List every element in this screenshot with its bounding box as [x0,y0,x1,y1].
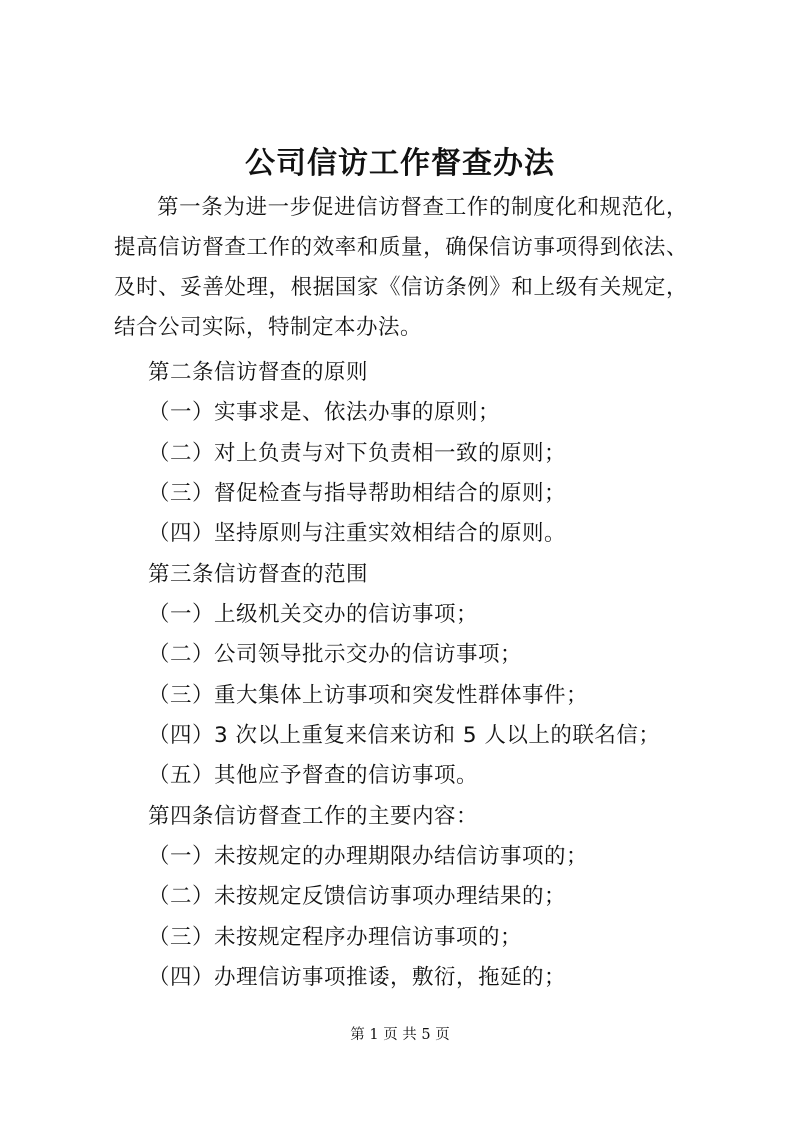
list-item: （一）未按规定的办理期限办结信访事项的； [148,844,589,869]
article-2-heading: 第二条信访督查的原则 [148,360,369,385]
list-item: （四）办理信访事项推诿，敷衍，拖延的； [148,965,567,990]
article-4-heading: 第四条信访督查工作的主要内容： [148,804,479,829]
document-title: 公司信访工作督查办法 [245,146,555,181]
list-item: （二）对上负责与对下负责相一致的原则； [148,441,567,466]
list-item: （三）未按规定程序办理信访事项的； [148,925,523,950]
list-item: （二）公司领导批示交办的信访事项； [148,642,523,667]
list-item: （四）坚持原则与注重实效相结合的原则。 [148,521,567,546]
list-item: （三）重大集体上访事项和突发性群体事件； [148,683,589,708]
list-item: （一）实事求是、依法办事的原则； [148,400,501,425]
list-item: （二）未按规定反馈信访事项办理结果的； [148,884,567,909]
list-item: （三）督促检查与指导帮助相结合的原则； [148,481,567,506]
article-1-paragraph: 第一条为进一步促进信访督查工作的制度化和规范化，提高信访督查工作的效率和质量，确保信访事项得到依法、及时、妥善处理，根据国家《信访条例》和上级有关规定，结合公司实际，特制定本办法。 [114,195,688,340]
article-3-heading: 第三条信访督查的范围 [148,562,369,587]
list-item: （四）3 次以上重复来信来访和 5 人以上的联名信； [148,723,661,748]
page-number-footer: 第 1 页 共 5 页 [350,1027,450,1043]
list-item: （五）其他应予督查的信访事项。 [148,763,479,788]
list-item: （一）上级机关交办的信访事项； [148,602,479,627]
